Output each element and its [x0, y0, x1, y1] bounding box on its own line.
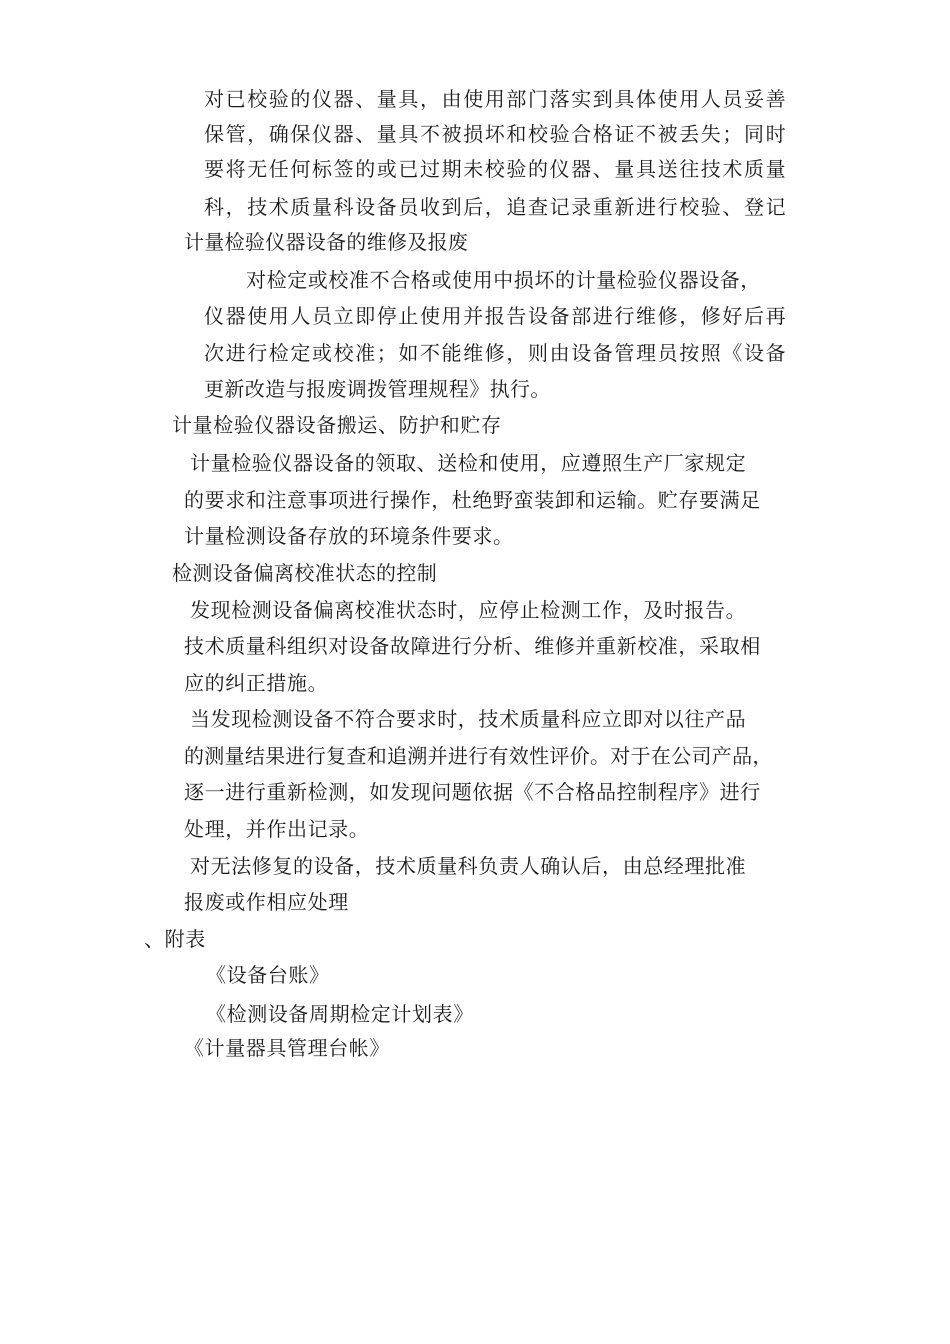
paragraph-line: 对无法修复的设备，技术质量科负责人确认后，由总经理批准 [190, 854, 747, 878]
paragraph-line: 科，技术质量科设备员收到后，追查记录重新进行校验、登记 [204, 195, 788, 219]
appendix-heading: 、附表 [144, 927, 206, 951]
paragraph-line: 应的纠正措施。 [184, 671, 329, 695]
section-heading: 检测设备偏离校准状态的控制 [172, 561, 438, 585]
paragraph-line: 逐一进行重新检测，如发现问题依据《不合格品控制程序》进行 [184, 780, 761, 804]
appendix-item: 《检测设备周期检定计划表》 [206, 1002, 474, 1026]
section-heading: 计量检验仪器设备搬运、防护和贮存 [172, 413, 502, 437]
paragraph-line: 更新改造与报废调拨管理规程》执行。 [204, 377, 551, 401]
paragraph-line: 计量检测设备存放的环境条件要求。 [184, 524, 514, 548]
paragraph-line: 保管，确保仪器、量具不被损坏和校验合格证不被丢失；同时 [204, 122, 788, 146]
paragraph-line: 要将无任何标签的或已过期未校验的仪器、量具送往技术质量 [204, 157, 788, 181]
paragraph-line: 报废或作相应处理 [184, 890, 349, 914]
paragraph-line: 的测量结果进行复查和追溯并进行有效性评价。对于在公司产品， [184, 744, 773, 768]
paragraph-line: 处理，并作出记录。 [184, 817, 370, 841]
paragraph-line: 当发现检测设备不符合要求时，技术质量科应立即对以往产品 [190, 707, 747, 731]
section-heading: 计量检验仪器设备的维修及报废 [184, 230, 469, 254]
paragraph-line: 对已校验的仪器、量具，由使用部门落实到具体使用人员妥善 [204, 87, 788, 111]
paragraph-line: 次进行检定或校准；如不能维修，则由设备管理员按照《设备 [204, 341, 788, 365]
paragraph-line: 对检定或校准不合格或使用中损坏的计量检验仪器设备， [246, 268, 761, 292]
paragraph-line: 技术质量科组织对设备故障进行分析、维修并重新校准，采取相 [184, 634, 761, 658]
appendix-item: 《计量器具管理台帐》 [184, 1036, 390, 1060]
paragraph-line: 发现检测设备偏离校准状态时，应停止检测工作，及时报告。 [190, 598, 747, 622]
paragraph-line: 计量检验仪器设备的领取、送检和使用，应遵照生产厂家规定 [190, 451, 747, 475]
appendix-item: 《设备台账》 [206, 963, 330, 987]
paragraph-line: 仪器使用人员立即停止使用并报告设备部进行维修，修好后再 [204, 304, 788, 328]
paragraph-line: 的要求和注意事项进行操作，杜绝野蛮装卸和运输。贮存要满足 [184, 488, 761, 512]
